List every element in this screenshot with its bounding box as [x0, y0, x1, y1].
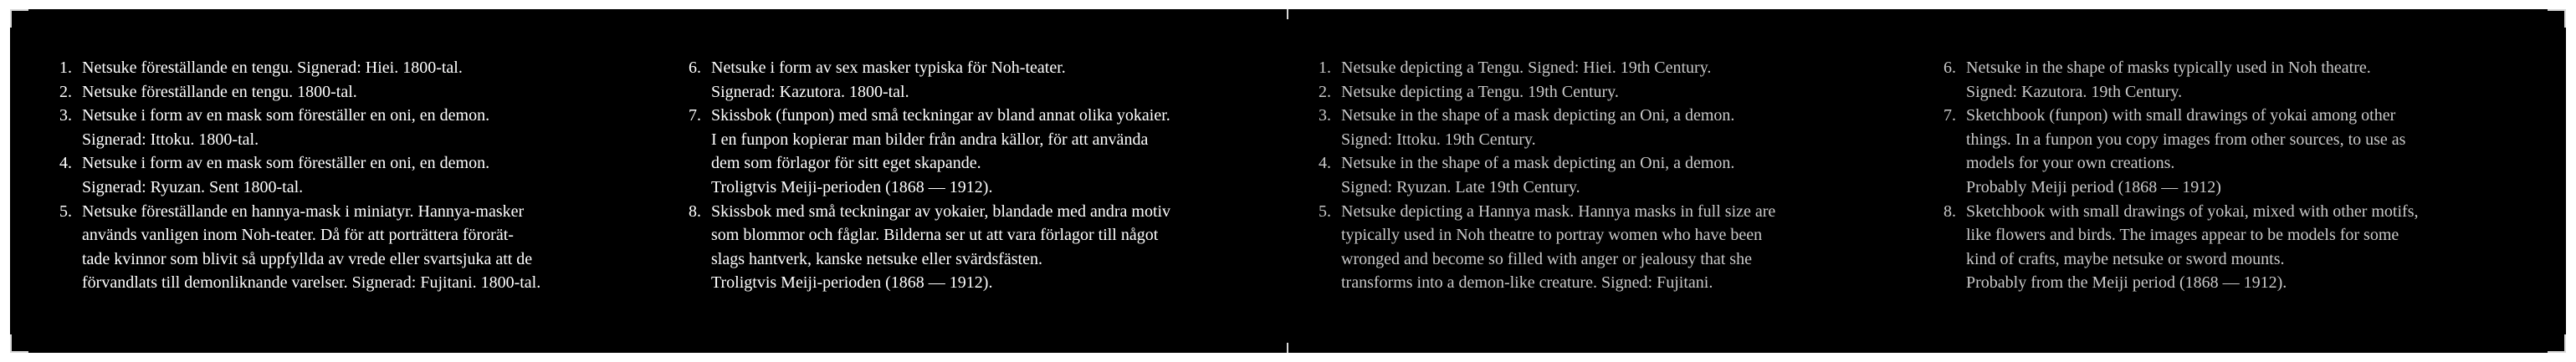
item-number: 1. — [59, 59, 72, 77]
list-item — [1311, 200, 1913, 295]
item-line: slags hantverk, kanske netsuke eller svärdsfästen. — [711, 249, 1042, 268]
swedish-column-1 — [52, 56, 654, 295]
item-number: 6. — [1944, 59, 1956, 77]
item-line: Troligtvis Meiji-perioden (1868 — 1912). — [711, 273, 993, 293]
item-line: typically used in Noh theatre to portray women who have been — [1341, 226, 1763, 245]
item-number: 2. — [59, 82, 72, 101]
item-line: Netsuke in the shape of masks typically used in Noh theatre. — [1966, 59, 2371, 77]
list-item — [52, 104, 654, 151]
item-line: Skissbok (funpon) med små teckningar av bland annat olika yokaier. — [711, 106, 1170, 125]
item-number: 6. — [689, 59, 701, 77]
item-line: Netsuke in the shape of a mask depicting an Oni, a demon. — [1341, 154, 1735, 173]
crop-mark-bottom-right — [2548, 351, 2566, 353]
list-item — [1311, 80, 1913, 105]
item-line: like flowers and birds. The images appear to be models for some — [1966, 226, 2399, 245]
crop-mark-bottom-left-vertical — [10, 334, 12, 353]
item-number: 5. — [59, 201, 72, 221]
item-number: 4. — [59, 154, 72, 173]
item-line: Netsuke in the shape of a mask depicting an Oni, a demon. — [1341, 106, 1735, 125]
crop-mark-bottom-left — [10, 351, 28, 353]
list-item — [52, 151, 654, 199]
crop-mark-top-left — [10, 9, 28, 11]
item-line: kind of crafts, maybe netsuke or sword mounts. — [1966, 249, 2285, 268]
english-column-1 — [1311, 56, 1913, 295]
item-line: Signerad: Ittoku. 1800-tal. — [82, 130, 259, 149]
list-item — [1311, 151, 1913, 199]
list-item — [52, 56, 654, 80]
item-number: 2. — [1319, 82, 1331, 101]
english-column-2 — [1936, 56, 2538, 295]
item-line: Netsuke i form av sex masker typiska för Noh-teater. — [711, 59, 1066, 77]
item-line: Signed: Ittoku. 19th Century. — [1341, 130, 1536, 149]
list-item — [681, 56, 1283, 104]
item-line: Netsuke depicting a Hannya mask. Hannya masks in full size are — [1341, 201, 1776, 221]
item-line: Sketchbook (funpon) with small drawings of yokai among other — [1966, 106, 2396, 125]
item-line: Probably Meiji period (1868 — 1912) — [1966, 177, 2221, 196]
center-mark-bottom — [1287, 343, 1288, 353]
list-item — [1936, 200, 2538, 295]
item-line: Sketchbook with small drawings of yokai, mixed with other motifs, — [1966, 201, 2419, 221]
crop-mark-bottom-right-vertical — [2564, 334, 2566, 353]
list-item — [681, 104, 1283, 199]
crop-mark-top-left-vertical — [10, 9, 12, 28]
item-number: 7. — [1944, 106, 1956, 125]
swedish-column-2 — [681, 56, 1283, 295]
item-line: Probably from the Meiji period (1868 — 1912). — [1966, 273, 2287, 293]
item-line: wronged and become so filled with anger or jealousy that she — [1341, 249, 1752, 268]
center-mark-top — [1287, 9, 1288, 19]
item-line: Signerad: Kazutora. 1800-tal. — [711, 82, 909, 101]
crop-mark-top-right — [2548, 9, 2566, 11]
item-number: 4. — [1319, 154, 1331, 173]
list-item — [1936, 56, 2538, 104]
label-panel — [10, 9, 2566, 353]
item-line: används vanligen inom Noh-teater. Då för att porträttera förorät- — [82, 226, 514, 245]
item-line: transforms into a demon-like creature. Signed: Fujitani. — [1341, 273, 1713, 293]
list-item — [1936, 104, 2538, 199]
item-line: Netsuke i form av en mask som föreställer en oni, en demon. — [82, 106, 490, 125]
item-line: Netsuke depicting a Tengu. Signed: Hiei. 19th Century. — [1341, 59, 1712, 77]
list-item — [52, 80, 654, 105]
item-number: 1. — [1319, 59, 1331, 77]
item-number: 7. — [689, 106, 701, 125]
list-item — [52, 200, 654, 295]
list-item — [681, 200, 1283, 295]
item-line: Troligtvis Meiji-perioden (1868 — 1912). — [711, 177, 993, 196]
item-line: Signerad: Ryuzan. Sent 1800-tal. — [82, 177, 304, 196]
item-line: things. In a funpon you copy images from other sources, to use as — [1966, 130, 2406, 149]
item-line: Signed: Kazutora. 19th Century. — [1966, 82, 2183, 101]
item-line: dem som förlagor för sitt eget skapande. — [711, 154, 981, 173]
item-line: Netsuke i form av en mask som föreställer en oni, en demon. — [82, 154, 490, 173]
item-line: Netsuke depicting a Tengu. 19th Century. — [1341, 82, 1619, 101]
item-line: Netsuke föreställande en tengu. 1800-tal. — [82, 82, 357, 101]
list-item — [1311, 56, 1913, 80]
item-line: Netsuke föreställande en hannya-mask i miniatyr. Hannya-masker — [82, 201, 525, 221]
item-number: 5. — [1319, 201, 1331, 221]
item-line: förvandlats till demonliknande varelser. Signerad: Fujitani. 1800-tal. — [82, 273, 541, 293]
item-line: Skissbok med små teckningar av yokaier, blandade med andra motiv — [711, 201, 1171, 221]
item-line: tade kvinnor som blivit så uppfyllda av vrede eller svartsjuka att de — [82, 249, 533, 268]
item-line: Signed: Ryuzan. Late 19th Century. — [1341, 177, 1580, 196]
item-line: Netsuke föreställande en tengu. Signerad: Hiei. 1800-tal. — [82, 59, 463, 77]
item-line: models for your own creations. — [1966, 154, 2175, 173]
item-number: 3. — [1319, 106, 1331, 125]
item-number: 8. — [689, 201, 701, 221]
item-line: som blommor och fåglar. Bilderna ser ut att vara förlagor till något — [711, 226, 1159, 245]
crop-mark-top-right-vertical — [2564, 9, 2566, 28]
list-item — [1311, 104, 1913, 151]
item-number: 8. — [1944, 201, 1956, 221]
item-number: 3. — [59, 106, 72, 125]
item-line: I en funpon kopierar man bilder från andra källor, för att använda — [711, 130, 1149, 149]
